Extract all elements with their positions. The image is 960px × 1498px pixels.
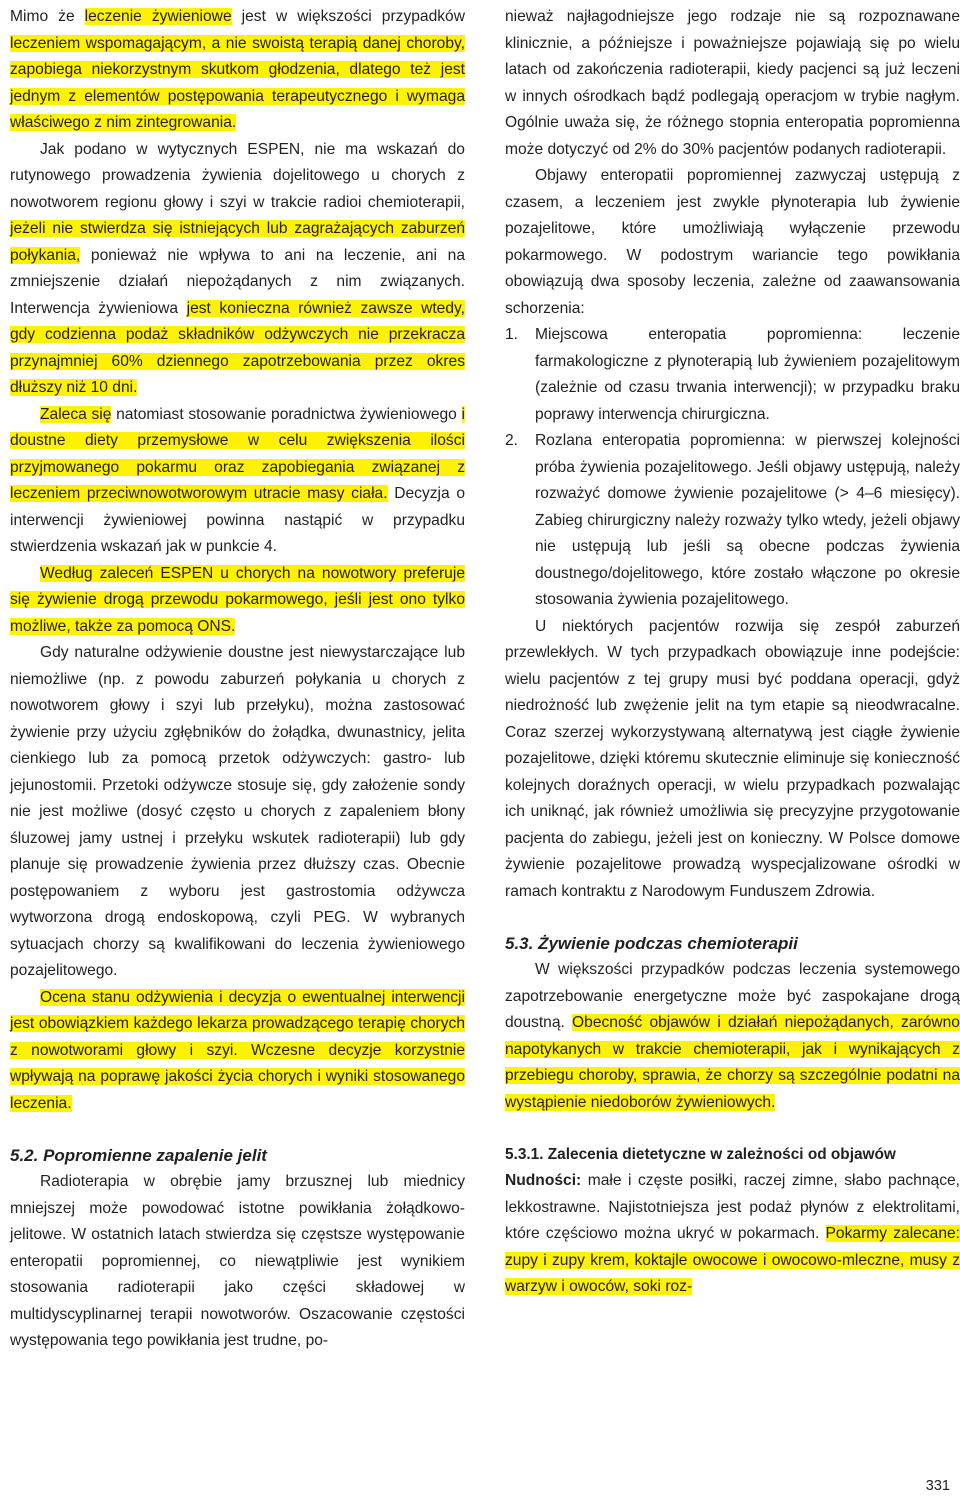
text-run: Mimo że [10,8,85,25]
highlighted-text: jeżeli nie stwierdza się istniejących lub zagrażających zaburzeń połykania, [10,220,465,264]
left-column [10,0,465,1355]
right-column [505,0,960,1301]
paragraph [505,1168,960,1301]
list-item [505,322,960,428]
highlighted-text: leczeniem wspomagającym, a nie swoistą terapią danej choroby, zapobiega niekorzystnym skutkom głodzenia, dlatego też jest jednym z elementów postępowania terapeutycznego i wymaga właściwego z nim zintegrowania. [10,34,465,131]
list-text: Rozlana enteropatia popromienna: w pierwszej kolejności próba żywienia pozajelitowego. Jeśli objawy ustępują, należy rozważyć domowe żywienie pozajelitowe (> 4–6 miesięcy). Zabieg chirurgiczny należy rozważy tylko wtedy, jeżeli objawy nie ustępują lub jeśli są obecne podczas żywienia doustnego/dojelitowego, które zostało włączone po okresie stosowania żywienia pozajelitowego. [535,432,960,608]
page-number: 331 [925,1478,950,1494]
paragraph [10,402,465,561]
numbered-list [505,322,960,614]
text-run: Radioterapia w obrębie jamy brzusznej lub miednicy mniejszej może powodować istotne powikłania żołądkowo-jelitowe. W ostatnich latach stwierdza się częstsze występowanie enteropatii popromiennej, co niewątpliwie jest wynikiem stosowania radioterapii jako części składowej w multidyscyplinarnej terapii nowotworów. Oszacowanie częstości występowania tego powikłania jest trudne, po- [10,1173,465,1349]
text-run: Decyzja o interwencji żywieniowej powinna nastąpić w przypadku stwierdzenia wskazań jak w punkcie 4. [10,485,465,555]
text-run: ponieważ nie wpływa to ani na leczenie, ani na zmniejszenie działań niepożądanych z nim związanych. Interwencja żywieniowa [10,246,465,317]
spacer [505,1116,960,1142]
paragraph-body [505,1172,960,1295]
text-run: natomiast stosowanie poradnictwa żywieniowego [111,405,462,423]
section-heading: 5.3. Żywienie podczas chemioterapii [505,934,798,953]
paragraph-label: Nudności: [505,1172,582,1189]
text-run: jest w większości przypadków [231,8,465,25]
spacer [505,905,960,931]
paragraph [505,163,960,322]
paragraph [505,957,960,1116]
text-run: małe i częste posiłki, raczej zimne, słabo pachnące, lekkostrawne. Najistotniejsza jest podaż płynów z elektrolitami, które częściowo można ukryć w pokarmach. [505,1172,960,1242]
highlighted-text: Ocena stanu odżywienia i decyzja o ewentualnej interwencji jest obowiązkiem każdego lekarza prowadzącego terapię chorych z nowotworami głowy i szyi. Wczesne decyzje korzystnie wpływają na poprawę jakości życia chorych i wyniki stosowanego leczenia. [10,988,465,1112]
text-run: Jak podano w wytycznych ESPEN, nie ma wskazań do rutynowego prowadzenia żywienia dojelitowego u chorych z nowotworem regionu głowy i szyi w trakcie radioi chemioterapii, [10,140,465,211]
text-run: Gdy naturalne odżywienie doustne jest niewystarczające lub niemożliwe (np. z powodu zaburzeń połykania u chorych z nowotworem głowy i szyi lub przełyku), można zastosować żywienie przy użyciu zgłębników do żołądka, dwunastnicy, jelita cienkiego lub za pomocą przetok odżywczych: gastro- lub jejunostomii. Przetoki odżywcze stosuje się, gdy założenie sondy nie jest możliwe (dosyć często u chorych z zapaleniem błony śluzowej jamy ustnej i przełyku wskutek radioterapii) lub gdy planuje się prowadzenie żywienia przez dłuższy czas. Obecnie postępowaniem z wyboru jest gastrostomia odżywcza wytworzona drogą endoskopową, czyli PEG. W wybranych sytuacjach chorzy są kwalifikowani do leczenia żywieniowego pozajelitowego. [10,644,465,979]
text-run: U niektórych pacjentów rozwija się zespół zaburzeń przewlekłych. W tych przypadkach obowiązuje inne podejście: wielu pacjentów z tej grupy musi być poddana operacji, gdyż niedrożność lub zwężenie jelit na tym etapie są nieodwracalne. Coraz szerzej wykorzystywaną alternatywą jest ciągłe żywienie pozajelitowe, dzięki któremu skutecznie eliminuje się konieczność kolejnych doraźnych operacji, w wielu przypadkach pozwalając ich uniknąć, jak również umożliwia się precyzyjne przygotowanie pacjenta do zabiegu, jeżeli jest on konieczny. W Polsce domowe żywienie pozajelitowe prowadzą wyspecjalizowane ośrodki w ramach kontraktu z Narodowym Funduszem Zdrowia. [505,617,960,900]
list-number: 2. [505,432,519,449]
highlighted-text: leczenie żywieniowe [84,8,232,25]
list-number: 1. [505,326,519,343]
paragraph [505,0,960,163]
highlighted-text: Pokarmy zalecane: zupy i zupy krem, koktajle owocowe i owocowo-mleczne, musy z warzyw i owoców, soki roz- [505,1225,960,1295]
paragraph [10,640,465,985]
list-item [505,428,960,614]
list-text: Miejscowa enteropatia popromienna: leczenie farmakologiczne z płynoterapią lub żywieniem pozajelitowym (zależnie od czasu trwania interwencji); w przypadku braku poprawy interwencja chirurgiczna. [535,326,960,423]
highlighted-text: Według zaleceń ESPEN u chorych na nowotwory preferuje się żywienie drogą przewodu pokarmowego, jeśli jest ono tylko możliwe, także za pomocą ONS. [10,564,465,635]
paragraph [10,1169,465,1355]
highlighted-text: Obecność objawów i działań niepożądanych, zarówno napotykanych w trakcie chemioterapii, jak i wynikających z przebiegu choroby, sprawia, że chorzy są szczególnie podatni na wystąpienie niedoborów żywieniowych. [505,1014,960,1111]
paragraph [10,985,465,1118]
highlighted-text: jest konieczna również zawsze wtedy, gdy codzienna podaż składników odżywczych nie przekracza przynajmniej 60% dziennego zapotrzebowania przez okres dłuższy niż 10 dni. [10,299,465,396]
text-run: Objawy enteropatii popromiennej zazwyczaj ustępują z czasem, a leczeniem jest zwykle płynoterapia lub żywienie pozajelitowe, które umożliwiają wyłączenie przewodu pokarmowego. W podostrym wariancie tego powikłania obowiązują dwa sposoby leczenia, zależne od zaawansowania schorzenia: [505,167,960,317]
paragraph [10,137,465,402]
subsection-heading: 5.3.1. Zalecenia dietetyczne w zależności od objawów [505,1146,896,1163]
paragraph [10,561,465,641]
highlighted-text: i doustne diety przemysłowe w celu zwiększenia ilości przyjmowanego pokarmu oraz zapobiegania związanej z leczeniem przeciwnowotworowym utracie masy ciała. [10,405,465,502]
paragraph [505,614,960,906]
highlighted-text: Zaleca się [40,405,112,423]
text-run: W większości przypadków podczas leczenia systemowego zapotrzebowanie energetyczne może być zaspokajane drogą doustną. [505,961,960,1031]
text-run: nieważ najłagodniejsze jego rodzaje nie są rozpoznawane klinicznie, a późniejsze i poważniejsze pojawiają się po wielu latach od zakończenia radioterapii, kiedy pacjenci są już leczeni w innych ośrodkach bądź podlegają operacjom w trybie nagłym. Ogólnie uważa się, że różnego stopnia enteropatia popromienna może dotyczyć od 2% do 30% pacjentów podanych radioterapii. [505,8,960,158]
paragraph [10,0,465,137]
section-heading: 5.2. Popromienne zapalenie jelit [10,1146,267,1165]
spacer [10,1117,465,1143]
